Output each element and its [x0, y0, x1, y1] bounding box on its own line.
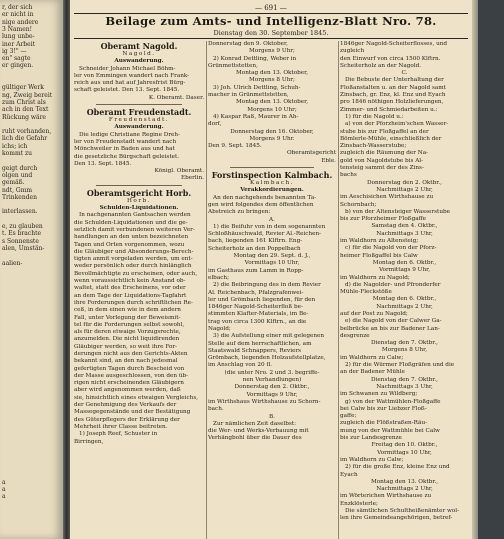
paragraph-line: 2) für die Würmer Floßgräfen und die: [345, 362, 455, 369]
text-line: im Gasthaus zum Lamm in Ropp-: [208, 267, 304, 274]
text-line: ler und Grömbach liegenden, für den: [208, 296, 316, 303]
text-column-2: [208, 41, 336, 539]
text-line: bachs: [340, 172, 357, 179]
facing-page-line: alen, Umstän-: [2, 244, 45, 252]
text-line: im Anschlag von 20 fl.: [208, 362, 272, 369]
text-line: ceß, in dem einen wie in dem andern: [74, 307, 181, 314]
text-line: elbach;: [208, 274, 229, 281]
facing-page-line: lung unbe-: [2, 33, 35, 41]
centered-line: A.: [269, 216, 275, 223]
signature-line: K. Oberamt. Daser.: [148, 94, 204, 101]
text-line: an dem Tage der Liquidations-Tagfahrt: [74, 292, 187, 299]
text-line: Den 9. Sept. 1845.: [208, 143, 262, 150]
text-line: ihre Forderungen durch schriftlichen Re-: [74, 299, 193, 306]
facing-page-fragment: [0, 0, 64, 539]
text-line: setzlich damit verbundenen weiteren Ver-: [74, 226, 195, 233]
centered-line: Morgens 10 Uhr;: [247, 106, 297, 113]
header-rule-bottom: [74, 38, 468, 39]
text-line: aber wird angenommen werden, daß: [74, 387, 181, 394]
paragraph-line: 1) Joseph Reef, Schuster in: [79, 431, 158, 438]
facing-page-line: aalien-: [2, 259, 23, 267]
facing-page-line: gemäß.: [2, 179, 25, 187]
paragraph-line: 4) Kaspar Raß, Maurer in Ah-: [213, 113, 299, 120]
text-line: im Waldhorn zu Calw;: [340, 456, 404, 463]
centered-line: Donnerstag den 16. Oktober,: [230, 128, 314, 135]
paragraph-line: c) für die Nagold von der Pforz-: [345, 245, 437, 252]
facing-page-line: geigt durch: [2, 164, 38, 172]
text-line: bei Calw bis zur Liebzer Floß-: [340, 405, 427, 412]
text-line: pro 1846 nöthigen Holzlieferungen,: [340, 99, 444, 106]
text-line: auf der Post zu Nagold;: [340, 310, 408, 317]
signature-line: Eberlin.: [181, 175, 204, 182]
text-line: die Schulden-Liquidationen und die ge-: [74, 219, 188, 226]
section-divider: [230, 167, 314, 168]
text-line: Stelle auf dem herrschaftlichen, am: [208, 340, 312, 347]
text-line: Floßanstalten u. an der Nagold samt: [340, 84, 446, 91]
centered-line: Morgens 8 Uhr;: [249, 77, 295, 84]
text-line: 1846ger Nagold-Scheiterfloß be-: [208, 304, 303, 311]
section-place: Nagold.: [122, 51, 156, 57]
facing-page-line: er gingen.: [2, 62, 34, 70]
text-line: stimmten Klafter-Materials, im Be-: [208, 311, 309, 318]
centered-line: Nachmittags 3 Uhr,: [376, 230, 433, 237]
section-place: Freudenstadt.: [108, 117, 170, 124]
text-line: die gesetzliche Bürgschaft geleistet.: [74, 153, 180, 160]
section-place: Kalmbach.: [249, 180, 295, 187]
centered-line: Vormittags 10 Uhr,: [244, 260, 300, 267]
centered-line: Nachmittags 2 Uhr,: [376, 186, 433, 193]
text-line: tigten anmit vorgeladen werden, um ent-: [74, 256, 193, 263]
paragraph-line: d) die Nagolder- und Pfronderfer: [345, 281, 441, 288]
text-line: Mönchweiler in Baden aus und hat: [74, 146, 175, 153]
centered-line: Vormittags 10 Uhr,: [377, 449, 432, 456]
text-line: an der Badener Mühle: [340, 369, 405, 376]
centered-line: Nachmittags 3 Uhr,: [376, 383, 433, 390]
text-line: macher in Grünmettstetten,: [208, 92, 289, 99]
centered-line: Montag den 29. Sept. d. J.,: [233, 253, 311, 260]
centered-line: Dienstag den 7. Oktbr.,: [371, 376, 438, 383]
text-line: belbrücke an bis zur Badener Lan-: [340, 325, 440, 332]
text-line: wenn voraussichtlich kein Anstand ob-: [74, 278, 186, 285]
text-line: im Aeschisichen Wirthshause zu: [340, 194, 434, 201]
facing-page-line: nige andere: [2, 18, 39, 26]
facing-page-line: olgen und: [2, 171, 33, 179]
notice-heading: Verakkordierungen.: [240, 187, 304, 194]
text-line: len ihre Gemeindeangehörigen, betref-: [340, 515, 453, 522]
text-line: 1846ger Nagold-Scheiterflosses, und: [340, 41, 448, 47]
column-separator: [206, 41, 207, 539]
centered-line: Freitag den 10. Oktbr.,: [371, 442, 438, 449]
text-line: Birringen,: [74, 438, 104, 445]
centered-line: Nachmittags 2 Uhr,: [376, 303, 433, 310]
text-line: als für deren etwaige Vorzugsrechte,: [74, 329, 181, 336]
centered-line: nen Verhandlungen): [242, 377, 302, 384]
centered-line: Donnerstag den 2. Oktbr.,: [234, 384, 310, 391]
section-heading: Forstinspection Kalmbach.: [211, 170, 333, 181]
text-line: Scheiterholz an der Nagold.: [340, 62, 422, 69]
centered-line: C.: [401, 70, 408, 77]
section-place: Horb.: [126, 197, 152, 204]
section-heading: Oberamtsgericht Horb.: [86, 187, 192, 198]
text-line: Eyach: [340, 471, 358, 478]
paragraph-line: 1) die Beifuhr von in dem sogenannten: [213, 223, 326, 230]
facing-page-line: iner Arbeit: [2, 40, 36, 48]
text-line: gefertigten Tagen durch Bescheid von: [74, 365, 185, 372]
facing-page-line: t. Es brachte: [2, 230, 42, 238]
text-line: gaffe;: [340, 413, 357, 420]
facing-page-line: zum Christ als: [2, 98, 46, 106]
paragraph-line: g) von der Wattmühlen-Floßgaffe: [345, 398, 441, 405]
paragraph-line: An den nachgehends benannten Ta-: [213, 194, 317, 201]
page-date: Dienstag den 30. September 1845.: [213, 29, 329, 37]
facing-page-line: kommt zu: [2, 150, 32, 157]
paragraph-line: b) von der Altensteiger Wasserstube: [345, 208, 451, 215]
text-line: gen wird folgendes dem öffentlichen: [208, 201, 314, 208]
facing-page-line: en" sagte: [2, 55, 31, 63]
text-line: im Wirthshaus Wirthshause zu Schorn-: [208, 398, 321, 405]
text-line: derungen nicht aus den Gerichts-Akten: [74, 350, 188, 357]
text-line: Schloßhäuschwald, Revier Al.-Reichen-: [208, 231, 322, 238]
text-line: heimer Floßgaffel bis Calw: [340, 252, 418, 259]
text-line: der Masse ausgeschlossen, von den üb-: [74, 372, 189, 379]
text-line: im Schwanen zu Wildberg;: [340, 391, 418, 398]
centered-line: Morgens 9 Uhr;: [249, 48, 295, 55]
text-line: Abstreich zu bringen:: [208, 209, 271, 216]
text-line: trag von circa 1300 Klftrn., an die: [208, 318, 307, 325]
text-line: die Wer- und Werks-Verbauung mit: [208, 428, 309, 435]
facing-page-line: r, der sich: [2, 4, 33, 11]
text-line: Zinsbach, gr. Enz, kl. Enz und Eyach: [340, 92, 446, 99]
text-line: tensteig sammt der des Zins-: [340, 165, 424, 172]
facing-page-line: ig 3!" —: [2, 47, 27, 55]
centered-line: (die unter Nro. 2 und 3. begriffe-: [224, 369, 320, 376]
page-edge: [472, 0, 478, 539]
text-line: im Waldhorn zu Nagold;: [340, 274, 410, 281]
facing-page-line: Rückung wäre: [2, 113, 46, 121]
paragraph-line: In nachgenannten Gantsachen werden: [79, 212, 191, 219]
signature-line: Oberamtsgericht: [286, 150, 336, 157]
facing-page-line: 3 Namen!: [2, 25, 33, 33]
text-line: Tagen und Orten vorgenommen, wozu: [74, 241, 185, 248]
text-line: tel für die Forderungen selbst sowohl,: [74, 321, 185, 328]
paragraph-line: 2) für die große Enz, kleine Enz und: [345, 464, 450, 471]
centered-line: Morgens 9 Uhr.: [249, 135, 295, 142]
text-line: Grömbach, liegenden Holzaufstellplatze,: [208, 355, 326, 362]
book-binding: [472, 0, 504, 539]
text-line: Massegegenstände und der Bestätigung: [74, 409, 191, 416]
centered-line: Dienstag den 7. Oktbr.,: [371, 340, 438, 347]
text-line: Zimmer- und Schmiedarbeiten u.:: [340, 106, 438, 113]
text-line: Schornbach;: [340, 201, 377, 208]
text-line: bach, liegenden 161 Klftrn. Eng-: [208, 238, 303, 245]
page-title: Beilage zum Amts- und Intelligenz-Blatt Nro. 78.: [105, 14, 437, 28]
facing-page-line: ruht vorhanden,: [2, 128, 52, 136]
text-line: desgrenze: [340, 332, 370, 339]
text-line: mung von der Wattmühle bei Calw: [340, 427, 440, 434]
text-column-3: [340, 41, 469, 539]
text-line: gold von Nagoldstube bis Al-: [340, 157, 424, 164]
text-line: zugleich: [340, 48, 365, 55]
text-line: Al. Reichenbach, Pfalzgrafenwei-: [208, 289, 304, 296]
facing-page-line: gültiger Werk: [2, 84, 44, 92]
text-line: Mühle-Fleckstöße: [340, 289, 392, 296]
facing-page-line: ndt, Gmm: [2, 186, 33, 194]
centered-line: Samstag den 4. Oktbr.,: [371, 223, 438, 230]
text-line: rigen nicht erscheinenden Gläubigern: [74, 380, 184, 387]
text-line: dorf,: [208, 121, 222, 128]
paragraph-line: Die sämtlichen Schultheißenämter wol-: [345, 508, 460, 514]
notice-heading: Auswanderung.: [114, 58, 164, 65]
text-line: reich aus und hat auf Jahresfrist Bürg-: [74, 80, 186, 87]
centered-line: Montag den 13. Oktober,: [235, 99, 309, 106]
text-line: Bömlerle-Mühle, einschließlich der: [340, 135, 442, 142]
text-line: Staatswald Schnappers, Reviers: [208, 347, 302, 354]
text-line: Fall, unter Vorlegung der Beweismit-: [74, 314, 181, 321]
text-line: ler von Freudenstadt wandert nach: [74, 138, 177, 145]
text-line: bach.: [208, 406, 224, 413]
text-line: bekannt sind, an den nach jedesmal: [74, 358, 178, 365]
notice-heading: Schulden-Liquidationen.: [99, 205, 179, 212]
text-line: zugleich die Flößstraßen-Räu-: [340, 420, 428, 427]
centered-line: Donnerstag den 2. Oktbr.,: [367, 179, 442, 186]
notice-heading: Auswanderung.: [114, 124, 164, 131]
centered-line: Morgens 8 Uhr,: [381, 347, 428, 354]
text-line: Grünmettstetten,: [208, 62, 258, 69]
paragraph-line: Die Bebuste der Unterhaltung der: [345, 77, 444, 84]
text-line: des Güterpflegers der Erklärung der: [74, 416, 180, 423]
centered-line: Nachmittags 2 Uhr,: [376, 486, 433, 493]
paragraph-line: 2) die Beibringung des in dem Revier: [213, 282, 321, 289]
text-line: die Gläubiger und Absonderungs-Berech-: [74, 248, 194, 255]
section-heading: Oberamt Nagold.: [100, 41, 178, 51]
text-line: Enzklösterle;: [340, 500, 378, 507]
centered-line: Montag den 13. Oktober,: [235, 70, 309, 77]
text-line: Donnerstag den 9. Oktober,: [208, 41, 288, 47]
facing-page-line: ichs; ich: [2, 142, 28, 150]
text-line: ler von Emmingen wandert nach Frank-: [74, 72, 190, 79]
text-line: Verhängbohl über die Dauer des: [208, 435, 302, 442]
section-heading: Oberamt Freudenstadt.: [86, 107, 192, 118]
text-line: der Genehmigung des Verkaufs der: [74, 402, 177, 409]
text-line: Scheiterholz an den Poppelbach: [208, 245, 301, 252]
centered-line: Montag den 6. Oktbr.,: [372, 259, 437, 266]
signature-line: Königl. Oberamt.: [154, 168, 204, 175]
facing-page-line: er nicht in: [2, 11, 34, 19]
text-line: bis zur Pforzheimer Floßgaffe: [340, 216, 427, 223]
text-line: Bevollmächtigte zu erscheinen, oder auch,: [74, 270, 198, 277]
column-separator: [338, 41, 339, 539]
book-gutter: [63, 0, 70, 539]
facing-page-line: interlassen.: [2, 208, 38, 216]
facing-page-line: e, zu glauben: [2, 223, 43, 230]
paragraph-line: e) die Nagold von der Calwer Ga-: [345, 318, 442, 325]
paragraph-line: 3) Joh. Ulrich Dettling, Schuh-: [213, 84, 301, 91]
text-line: weder persönlich oder durch hinlänglich: [74, 263, 192, 270]
text-line: Mehrheit ihrer Classe beitreten.: [74, 423, 168, 430]
paragraph-line: Schneider Johann Michael Böhm-: [79, 65, 176, 72]
signature-line: Eble.: [321, 157, 336, 164]
paragraph-line: Die ledige Christiane Regine Dreh-: [79, 131, 180, 138]
facing-page-line: a: [2, 493, 6, 501]
text-column-1: [74, 41, 204, 539]
centered-line: Vormittags 9 Uhr,: [246, 391, 298, 398]
newspaper-page: [70, 0, 472, 539]
text-line: Nagold;: [208, 325, 231, 332]
paragraph-line: 2) Konrad Dettling, Weber in: [213, 55, 297, 62]
facing-page-line: ach in den Text: [2, 106, 49, 114]
centered-line: B.: [269, 413, 275, 420]
text-line: schaft geleistet. Den 13. Sept. 1845.: [74, 87, 180, 94]
text-line: stube bis zur Floßgaffel an der: [340, 128, 429, 135]
text-line: bis zur Landesgrenze: [340, 435, 402, 442]
text-line: Zinsbach-Wasserstube;: [340, 143, 407, 150]
section-divider: [96, 104, 182, 105]
facing-page-line: ng, Zweig bereit: [2, 91, 53, 99]
facing-page-line: s Sonnenste: [2, 237, 39, 245]
text-line: sie, hinsichtlich eines etwaigen Vergleichs,: [74, 394, 199, 401]
centered-line: Montag den 6. Oktbr.,: [372, 296, 437, 303]
paragraph-line: 3) die Aufstellung einer mit gelegenen: [213, 333, 325, 340]
facing-page-line: a: [2, 485, 6, 493]
facing-page-line: a: [2, 478, 6, 486]
paragraph-line: Zur nämlichen Zeit daselbst:: [213, 420, 297, 427]
text-line: den Einwurf von circa 1500 Klftrn.: [340, 55, 441, 62]
text-line: anzumelden. Die nicht liquidirenden: [74, 336, 180, 343]
text-line: im Waldhorn zu Altensteig;: [340, 238, 419, 245]
centered-line: Montag den 13. Oktbr.,: [370, 478, 439, 485]
text-line: Den 13. Sept. 1845.: [74, 160, 132, 167]
text-line: handlungen an den unten bezeichneten: [74, 234, 189, 241]
centered-line: Vormittags 9 Uhr,: [378, 267, 431, 274]
section-divider: [96, 185, 182, 186]
text-line: waltet, statt des Erscheinens, vor oder: [74, 285, 186, 292]
facing-page-line: lich die Gefahr: [2, 135, 48, 143]
facing-page-line: Trinkenden: [2, 193, 37, 201]
text-line: zugleich die Räumung der Na-: [340, 150, 429, 157]
text-line: im Wörterichen Wirthshause zu: [340, 493, 432, 500]
page-number: — 691 —: [255, 4, 287, 12]
text-line: im Waldhorn zu Calw;: [340, 354, 404, 361]
text-line: Gläubiger werden, so weit ihre For-: [74, 343, 178, 350]
paragraph-line: 1) für die Nagold u.:: [345, 113, 404, 120]
paragraph-line: a) von der Pforzheim'schen Wasser-: [345, 121, 449, 128]
